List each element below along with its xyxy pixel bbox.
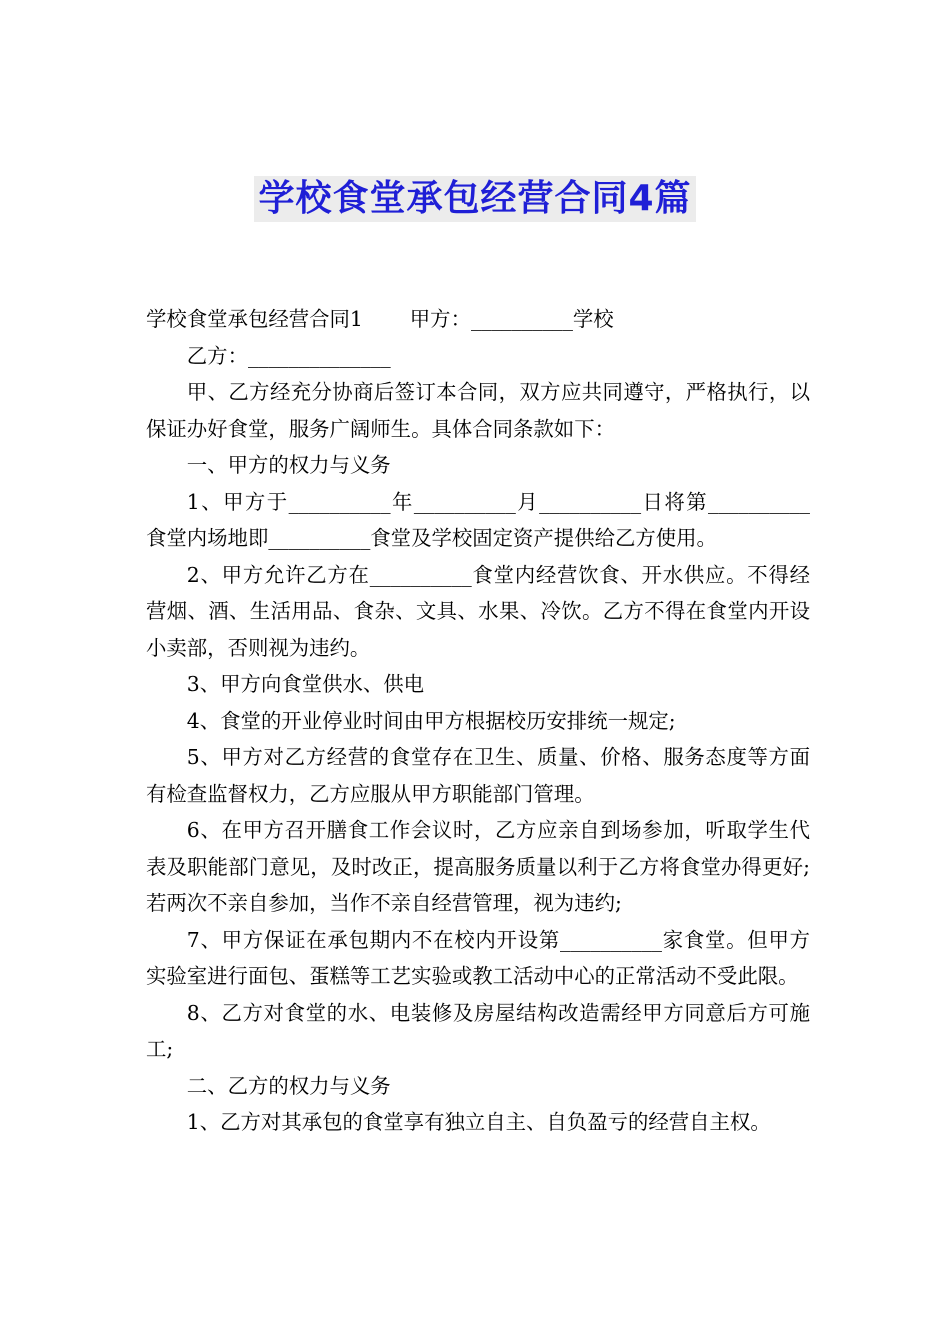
clause-a-3: 3、甲方向食堂供水、供电 [186,672,425,696]
document-title: 学校食堂承包经营合同4篇 [254,176,695,222]
first-line [146,301,810,338]
clause-a-7: 7、甲方保证在承包期内不在校内开设第__________家食堂。但甲方实验室进行面包、蛋糕等工艺实验或教工活动中心的正常活动不受此限。 [146,927,810,988]
paragraph-intro: 甲、乙方经充分协商后签订本合同，双方应共同遵守，严格执行，以保证办好食堂，服务广阔师生。具体合同条款如下： [146,380,810,441]
clause-a-5: 5、甲方对乙方经营的食堂存在卫生、质量、价格、服务态度等方面有检查监督权力，乙方应服从甲方职能部门管理。 [146,745,810,806]
clause-a-4: 4、食堂的开业停业时间由甲方根据校历安排统一规定; [186,708,676,733]
section-heading-party-b: 二、乙方的权力与义务 [186,1073,391,1098]
clause-a-8: 8、乙方对食堂的水、电装修及房屋结构改造需经甲方同意后方可施工; [146,1000,810,1061]
clause-a-2: 2、甲方允许乙方在__________食堂内经营饮食、开水供应。不得经营烟、酒、生活用品、食杂、文具、水果、冷饮。乙方不得在食堂内开设小卖部，否则视为违约。 [146,562,810,660]
clause-a-6: 6、在甲方召开膳食工作会议时，乙方应亲自到场参加，听取学生代表及职能部门意见，及时改正，提高服务质量以利于乙方将食堂办得更好;若两次不亲自参加，当作不亲自经营管理，视为违约; [146,818,810,915]
clause-b-1: 1、乙方对其承包的食堂享有独立自主、自负盈亏的经营自主权。 [186,1110,771,1134]
title-container [0,176,950,222]
contract-name: 学校食堂承包经营合同1 [146,307,363,331]
section-heading-party-a: 一、甲方的权力与义务 [186,453,391,477]
paragraph-party-b: 乙方：______________ [186,343,391,368]
document-body [146,301,810,1141]
clause-a-1: 1、甲方于__________年__________月__________日将第__________食堂内场地即__________食堂及学校固定资产提供给乙方使用。 [146,489,810,550]
party-a-line: 甲方：__________学校 [409,307,614,331]
